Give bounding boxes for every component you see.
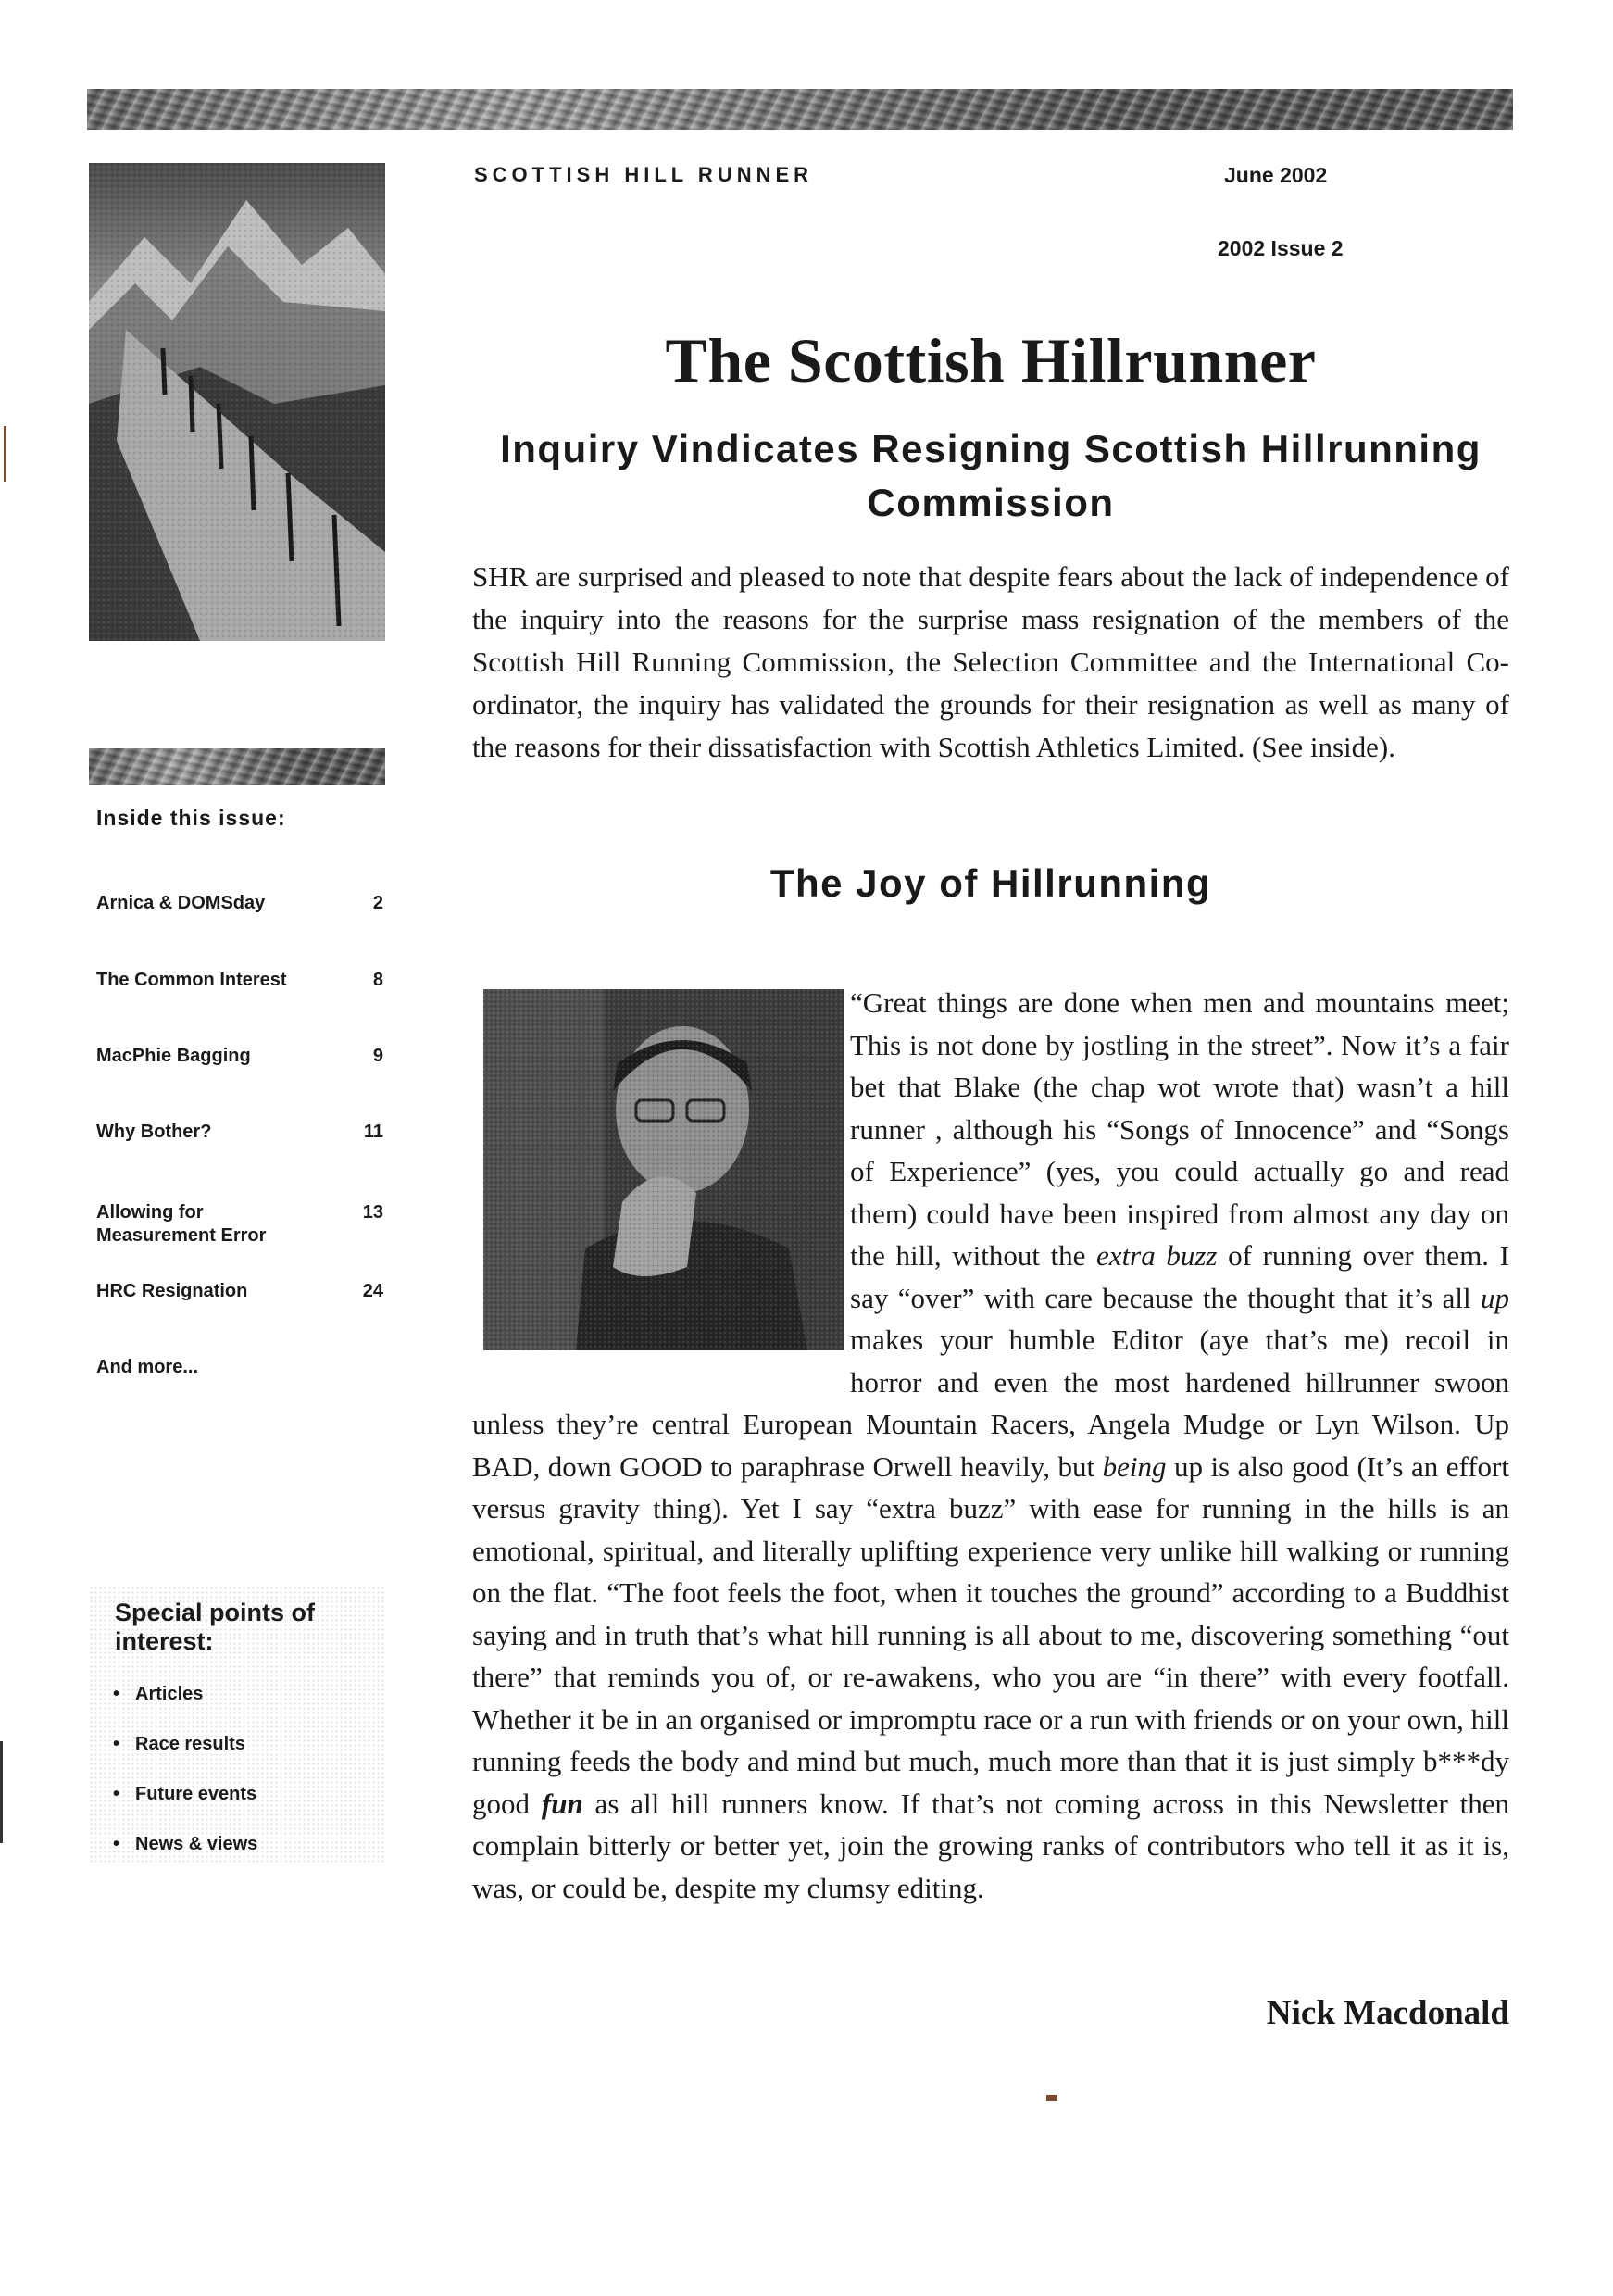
bullet-icon: • (113, 1734, 120, 1754)
newsletter-title: The Scottish Hillrunner (665, 325, 1317, 395)
scan-mark (4, 426, 6, 482)
toc-label: Allowing for Measurement Error (96, 1202, 267, 1246)
lead-article-text: SHR are surprised and pleased to note that despite fears about the lack of independence of the inquiry into the reasons for the surprise mass resignation of the members of the Scottish Hill Running Commission, the Selection Committee and the International Co-ordinator, the inquiry has validated the grounds for their resignation as well as many of the reasons for their dissatisfaction with Scottish Athletics Limited. (See inside). (472, 560, 1509, 763)
toc-row (96, 892, 383, 915)
joy-of-hillrunning-article (472, 982, 1509, 1909)
toc-row (96, 1045, 383, 1068)
bullet-icon: • (113, 1834, 120, 1854)
toc-label: Arnica & DOMSday (96, 893, 266, 913)
toc-label: HRC Resignation (96, 1281, 248, 1301)
toc-row (96, 1121, 383, 1144)
masthead: SCOTTISH HILL RUNNER (474, 163, 814, 186)
toc-page: 24 (362, 1281, 383, 1301)
toc-page: 2 (372, 893, 383, 913)
toc-page: 11 (363, 1122, 383, 1142)
sidebar-banner-image (89, 748, 385, 785)
toc-page: 8 (372, 970, 383, 990)
lead-headline: Inquiry Vindicates Resigning Scottish Hillrunning Commission (500, 427, 1482, 524)
special-points-heading: Special points of interest: (115, 1599, 316, 1655)
toc-label: MacPhie Bagging (96, 1046, 251, 1066)
toc-page: 13 (362, 1202, 383, 1223)
special-points-box (89, 1586, 385, 1863)
inside-issue-heading: Inside this issue: (96, 806, 286, 830)
toc-label: Why Bother? (96, 1122, 212, 1142)
issue-number: 2002 Issue 2 (1218, 236, 1344, 260)
issue-date: June 2002 (1224, 163, 1328, 187)
scan-mark (0, 1741, 3, 1843)
bullet-icon: • (113, 1784, 120, 1804)
bullet-icon: • (113, 1684, 120, 1704)
section-title: The Joy of Hillrunning (769, 861, 1212, 905)
article-body: “Great things are done when men and mountains meet; This is not done by jostling in the street”. Now it’s a fair bet that Blake (the chap wot wrote that) wasn’t a hill runner , although his “Songs of Innocence” and “Songs of Experience” (yes, you could actually go and read them) could have been inspired from almost any day on the hill, without the extra buzz of running over them. I say “over” with care because the thought that it’s all up makes your humble Editor (aye that’s me) recoil in horror and even the most hardened hillrunner swoon unless they’re central European Mountain Racers, Angela Mudge or Lyn Wilson. Up BAD, down GOOD to paraphrase Orwell heavily, but being up is also good (It’s an effort versus gravity thing). Yet I say “extra buzz” with ease for running in the hills is an emotional, spiritual, and literally uplifting experience very unlike hill walking or running on the flat. “The foot feels the foot, when it touches the ground” according to a Buddhist saying and in truth that’s what hill running is all about to me, discovering something “out there” that reminds you of, or re-awakens, who you are “in there” with every footfall. Whether it be in an organised or impromptu race or a run with friends or on your own, hill running feeds the body and mind but much, much more than that it is just simply b***dy good fun as all hill runners know. If that’s not coming across in this Newsletter then complain bitterly or better yet, join the growing ranks of contributors who tell it as it is, was, or could be, despite my clumsy editing. (472, 986, 1510, 1904)
scan-mark (1046, 2095, 1057, 2101)
special-point-item: • Articles (113, 1684, 204, 1704)
special-point-item: • News & views (113, 1834, 258, 1854)
special-point-item: • Race results (113, 1734, 245, 1754)
special-point-item: • Future events (113, 1784, 257, 1804)
and-more-text: And more... (96, 1357, 199, 1377)
mountain-photo (89, 163, 385, 641)
toc-row (96, 1201, 383, 1248)
toc-label: The Common Interest (96, 970, 287, 990)
toc-page: 9 (372, 1046, 383, 1066)
toc-row (96, 969, 383, 992)
top-banner-image (87, 89, 1513, 130)
author-signature: Nick Macdonald (1266, 1994, 1509, 2032)
toc-row (96, 1280, 383, 1303)
